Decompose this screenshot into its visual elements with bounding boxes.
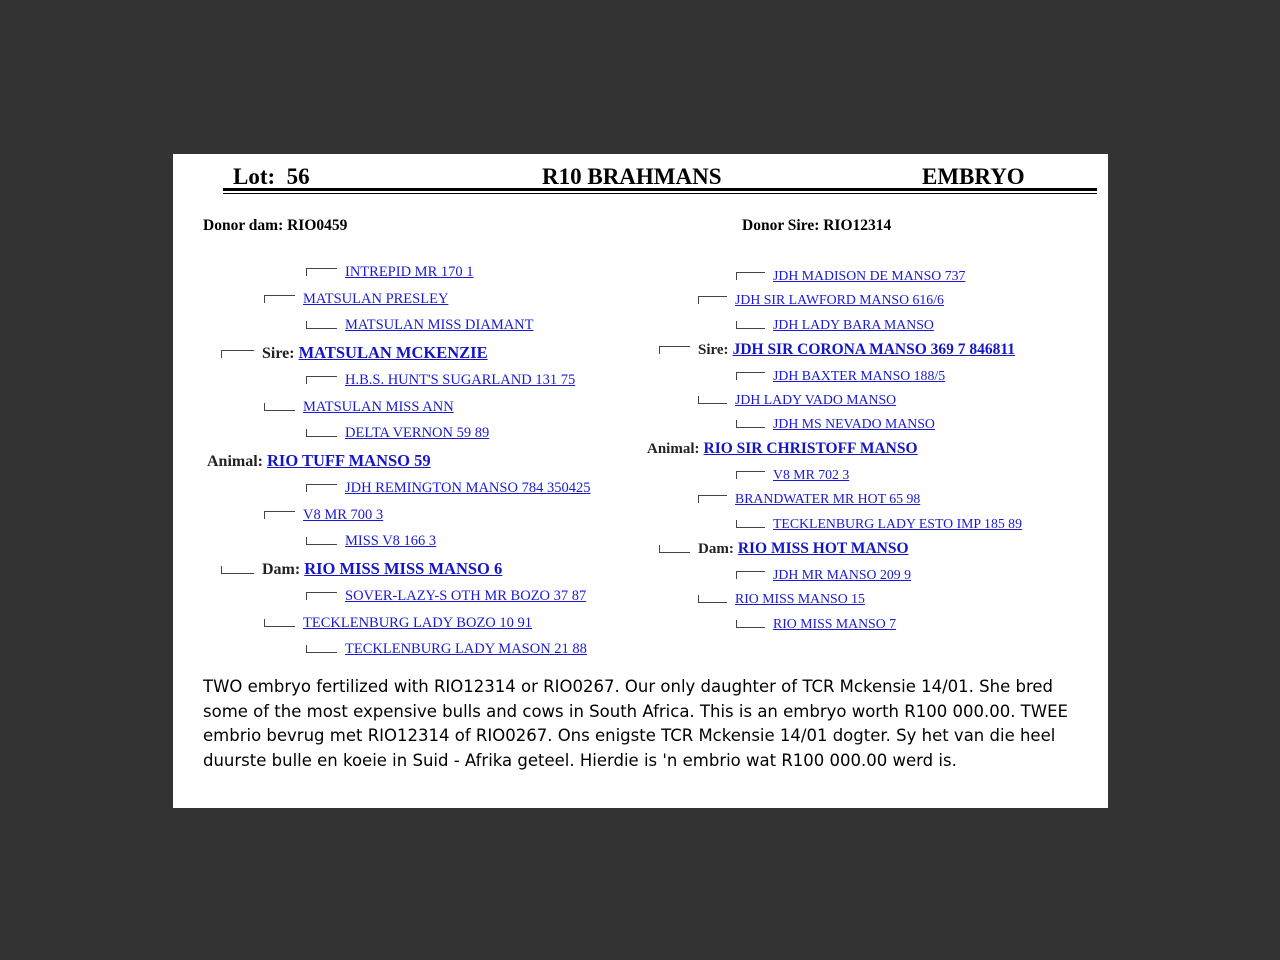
header-rule-thin bbox=[223, 193, 1097, 194]
pedigree-link[interactable]: TECKLENBURG LADY BOZO 10 91 bbox=[303, 615, 533, 631]
pedigree-link[interactable]: SOVER-LAZY-S OTH MR BOZO 37 87 bbox=[345, 588, 587, 604]
sire-label: Sire: bbox=[262, 345, 295, 362]
dam-label: Dam: bbox=[262, 561, 301, 578]
pedigree-link[interactable]: RIO MISS MANSO 7 bbox=[773, 616, 897, 631]
right-dam-sire-sire bbox=[736, 466, 849, 484]
pedigree-link[interactable]: H.B.S. HUNT'S SUGARLAND 131 75 bbox=[345, 372, 576, 388]
right-animal bbox=[647, 440, 918, 458]
pedigree-link[interactable]: JDH MS NEVADO MANSO bbox=[773, 416, 935, 431]
lot-type: EMBRYO bbox=[922, 164, 1025, 189]
right-sire-sire-sire bbox=[736, 267, 965, 285]
lot-label: Lot: bbox=[233, 164, 276, 189]
left-dam-sire-dam bbox=[306, 532, 436, 550]
lot-sheet bbox=[173, 154, 1108, 808]
pedigree-link[interactable]: DELTA VERNON 59 89 bbox=[345, 425, 490, 441]
pedigree-link[interactable]: JDH MR MANSO 209 9 bbox=[773, 567, 911, 582]
left-sire-sire-sire bbox=[306, 263, 474, 281]
left-sire-sire-dam bbox=[306, 316, 534, 334]
dam-link[interactable]: RIO MISS MISS MANSO 6 bbox=[304, 559, 503, 578]
donor-dam-label: Donor dam: RIO0459 bbox=[203, 217, 348, 234]
pedigree-link[interactable]: JDH MADISON DE MANSO 737 bbox=[773, 268, 966, 283]
sire-link[interactable]: JDH SIR CORONA MANSO 369 7 846811 bbox=[732, 341, 1016, 358]
right-dam bbox=[659, 540, 909, 558]
sire-label: Sire: bbox=[698, 342, 729, 358]
right-dam-dam bbox=[698, 590, 865, 608]
pedigree-link[interactable]: MATSULAN MISS ANN bbox=[303, 399, 454, 415]
header-rule bbox=[223, 188, 1097, 191]
pedigree-link[interactable]: V8 MR 700 3 bbox=[303, 507, 384, 523]
left-sire-dam-dam bbox=[306, 424, 489, 442]
left-dam-sire-sire bbox=[306, 479, 590, 497]
left-animal bbox=[207, 451, 431, 471]
right-sire-sire-dam bbox=[736, 316, 934, 334]
left-dam-sire bbox=[264, 506, 383, 524]
lot-number-heading bbox=[233, 164, 310, 190]
left-sire-dam-sire bbox=[306, 371, 575, 389]
pedigree-link[interactable]: BRANDWATER MR HOT 65 98 bbox=[735, 491, 921, 506]
right-dam-dam-sire bbox=[736, 566, 911, 584]
left-sire-sire bbox=[264, 290, 448, 308]
donor-sire-label: Donor Sire: RIO12314 bbox=[742, 217, 892, 234]
right-sire bbox=[659, 341, 1015, 359]
animal-label: Animal: bbox=[647, 441, 700, 457]
right-sire-dam-dam bbox=[736, 415, 935, 433]
pedigree-link[interactable]: JDH LADY VADO MANSO bbox=[735, 392, 897, 407]
left-dam-dam-dam bbox=[306, 640, 587, 658]
dam-label: Dam: bbox=[698, 541, 734, 557]
right-sire-dam bbox=[698, 391, 896, 409]
left-sire bbox=[221, 343, 488, 363]
pedigree-link[interactable]: TECKLENBURG LADY ESTO IMP 185 89 bbox=[773, 516, 1022, 531]
sire-link[interactable]: MATSULAN MCKENZIE bbox=[298, 343, 488, 362]
pedigree-link[interactable]: INTREPID MR 170 1 bbox=[345, 264, 474, 280]
right-sire-sire bbox=[698, 291, 944, 309]
right-dam-dam-dam bbox=[736, 615, 896, 633]
lot-number: 56 bbox=[286, 164, 310, 189]
pedigree-link[interactable]: JDH SIR LAWFORD MANSO 616/6 bbox=[735, 292, 944, 307]
pedigree-link[interactable]: V8 MR 702 3 bbox=[773, 467, 850, 482]
animal-link[interactable]: RIO SIR CHRISTOFF MANSO bbox=[703, 440, 918, 457]
pedigree-link[interactable]: TECKLENBURG LADY MASON 21 88 bbox=[345, 641, 587, 657]
left-dam bbox=[221, 559, 502, 579]
left-dam-dam bbox=[264, 614, 532, 632]
right-dam-sire-dam bbox=[736, 515, 1022, 533]
pedigree-link[interactable]: JDH BAXTER MANSO 188/5 bbox=[773, 368, 946, 383]
left-dam-dam-sire bbox=[306, 587, 586, 605]
left-sire-dam bbox=[264, 398, 454, 416]
right-dam-sire bbox=[698, 490, 920, 508]
pedigree-link[interactable]: MISS V8 166 3 bbox=[345, 533, 437, 549]
pedigree-link[interactable]: JDH REMINGTON MANSO 784 350425 bbox=[345, 480, 591, 496]
lot-description: TWO embryo fertilized with RIO12314 or RIO0267. Our only daughter of TCR Mckensie 14/01. She bred some of the most expensive bulls and cows in South Africa. This is an embryo worth R100 000.00. TWEE embrio bevrug met RIO12314 of RIO0267. Ons enigste TCR Mckensie 14/01 dogter. Sy het van die heel duurste bulle en koeie in Suid - Afrika geteel. Hierdie is 'n embrio wat R100 000.00 werd is. bbox=[203, 677, 1068, 770]
pedigree-link[interactable]: JDH LADY BARA MANSO bbox=[773, 317, 934, 332]
dam-link[interactable]: RIO MISS HOT MANSO bbox=[737, 540, 909, 557]
pedigree-link[interactable]: RIO MISS MANSO 15 bbox=[735, 591, 865, 606]
animal-link[interactable]: RIO TUFF MANSO 59 bbox=[267, 451, 431, 470]
breeder-title: R10 BRAHMANS bbox=[542, 164, 722, 189]
animal-label: Animal: bbox=[207, 453, 263, 470]
right-sire-dam-sire bbox=[736, 367, 945, 385]
pedigree-link[interactable]: MATSULAN MISS DIAMANT bbox=[345, 317, 534, 333]
pedigree-link[interactable]: MATSULAN PRESLEY bbox=[303, 291, 449, 307]
